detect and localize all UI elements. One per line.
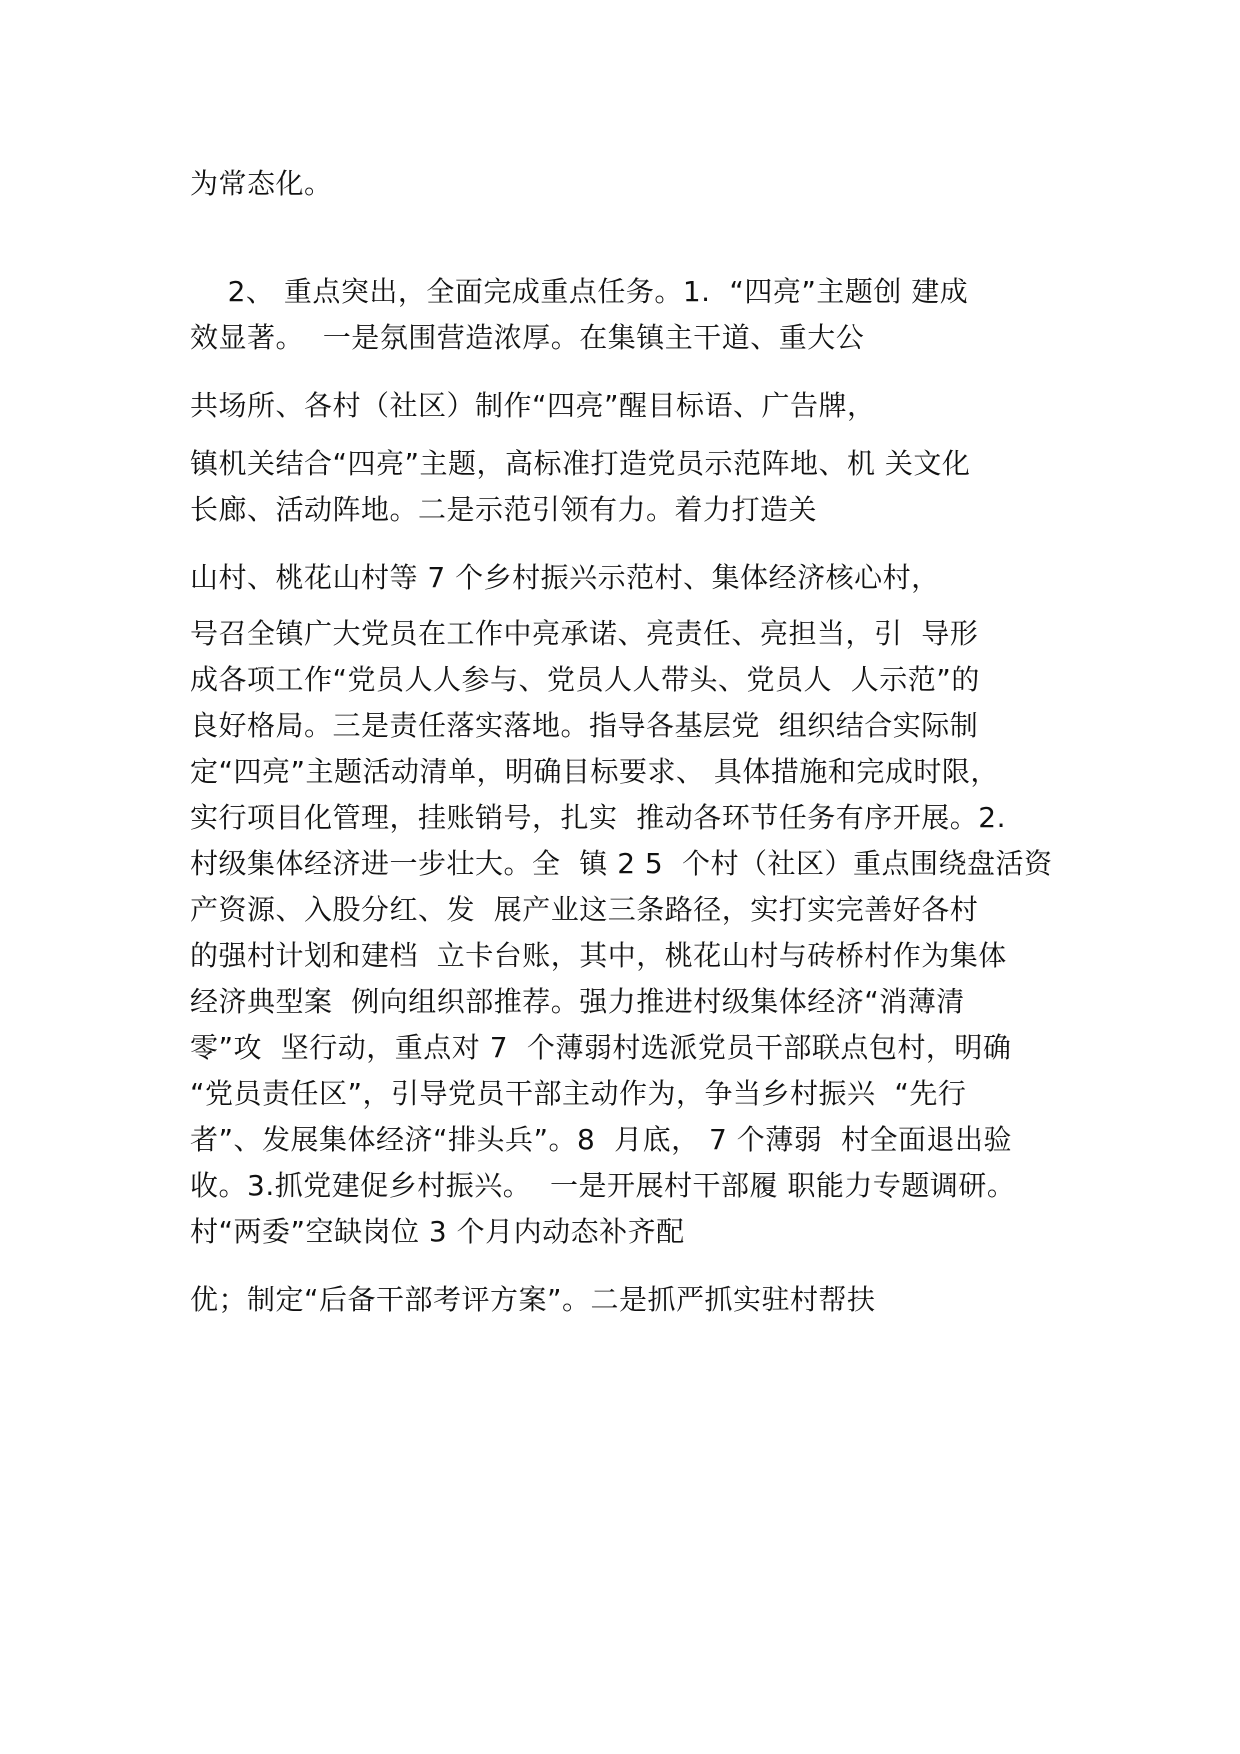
text-line: 良好格局。三是责任落实落地。指导各基层党 组织结合实际制 [190, 709, 979, 742]
text-line: 定“四亮”主题活动清单，明确目标要求、 具体措施和完成时限， [190, 755, 999, 788]
text-line: 山村、桃花山村等 7 个乡村振兴示范村、集体经济核心村， [190, 561, 940, 594]
text-line: 为常态化。 [190, 167, 333, 200]
text-line: 的强村计划和建档 立卡台账，其中，桃花山村与砖桥村作为集体 [190, 939, 1007, 972]
text-line: 收。3.抓党建促乡村振兴。 一是开展村干部履 职能力专题调研。 [190, 1169, 1016, 1202]
text-line: 优；制定“后备干部考评方案”。二是抓严抓实驻村帮扶 [190, 1283, 876, 1316]
text-line: 2、 重点突出，全面完成重点任务。1. “四亮”主题创 建成 [190, 275, 969, 308]
text-line: 号召全镇广大党员在工作中亮承诺、亮责任、亮担当，引 导形 [190, 617, 979, 650]
text-line: 成各项工作“党员人人参与、党员人人带头、党员人 人示范”的 [190, 663, 980, 696]
text-line: 产资源、入股分红、发 展产业这三条路径，实打实完善好各村 [190, 893, 979, 926]
text-line: 镇机关结合“四亮”主题，高标准打造党员示范阵地、机 关文化 [190, 447, 971, 480]
text-line: 效显著。 一是氛围营造浓厚。在集镇主干道、重大公 [190, 321, 865, 354]
text-line: 村“两委”空缺岗位 3 个月内动态补齐配 [190, 1215, 685, 1248]
text-line: 村级集体经济进一步壮大。全 镇 2 5 个村（社区）重点围绕盘活资 [190, 847, 1053, 880]
text-line: 经济典型案 例向组织部推荐。强力推进村级集体经济“消薄清 [190, 985, 965, 1018]
text-line: 者”、发展集体经济“排头兵”。8 月底， 7 个薄弱 村全面退出验 [190, 1123, 1013, 1156]
text-line: 实行项目化管理，挂账销号，扎实 推动各环节任务有序开展。2. [190, 801, 1007, 834]
text-line: 长廊、活动阵地。二是示范引领有力。着力打造关 [190, 493, 818, 526]
text-line: “党员责任区”，引导党员干部主动作为，争当乡村振兴 “先行 [190, 1077, 967, 1110]
text-line: 零”攻 坚行动，重点对 7 个薄弱村选派党员干部联点包村，明确 [190, 1031, 1012, 1064]
text-line: 共场所、各村（社区）制作“四亮”醒目标语、广告牌， [190, 389, 876, 422]
